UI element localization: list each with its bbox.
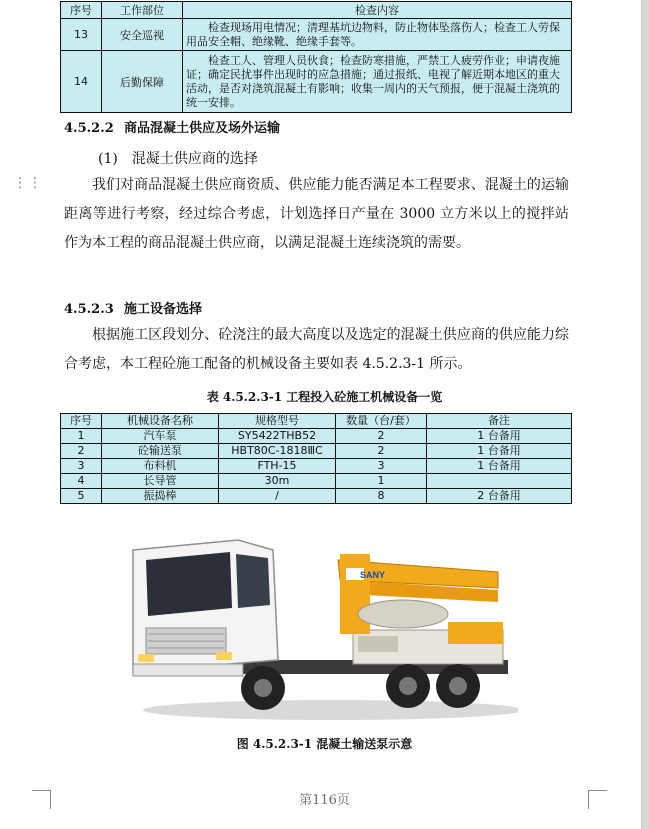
table-cell: 3 [336, 459, 427, 474]
table-cell: 1 [336, 474, 427, 489]
table-cell: FTH-15 [219, 459, 336, 474]
table-cell: SY5422THB52 [219, 429, 336, 444]
equipment-table [60, 413, 572, 504]
table-header-cell: 数量（台/套） [336, 414, 427, 429]
table-cell: 砼输送泵 [102, 444, 219, 459]
table-cell: 1 [61, 429, 102, 444]
table-row [61, 459, 572, 474]
sany-logo: SANY [360, 570, 386, 580]
table-cell: 14 [61, 51, 102, 113]
table-row [61, 19, 572, 51]
table-cell: 2 [61, 444, 102, 459]
table-header-cell: 备注 [427, 414, 572, 429]
subheading: (1) 混凝土供应商的选择 [98, 151, 258, 167]
table-cell: 检查现场用电情况；清理基坑边物料，防止物体坠落伤人；检查工人劳保用品安全帽、绝缘靴、绝缘手套等。 [183, 19, 572, 51]
section-number: 4.5.2.2 [64, 121, 114, 136]
table-header-cell: 序号 [61, 2, 102, 19]
table-header-cell: 检查内容 [183, 2, 572, 19]
table-cell: 13 [61, 19, 102, 51]
table-row [61, 489, 572, 504]
paragraph: 我们对商品混凝土供应商资质、供应能力能否满足本工程要求、混凝土的运输距离等进行考察，经过综合考虑，计划选择日产量在 3000 立方米以上的搅拌站作为本工程的商品混凝土供应商，以满足混凝土连续浇筑的需要。 [64, 177, 569, 251]
table-cell: 长导管 [102, 474, 219, 489]
table-cell: 汽车泵 [102, 429, 219, 444]
table-header-row [61, 414, 572, 429]
table-row [61, 444, 572, 459]
table-cell: 4 [61, 474, 102, 489]
table-cell: 1 台备用 [427, 459, 572, 474]
table-cell: 8 [336, 489, 427, 504]
paragraph: 根据施工区段划分、砼浇注的最大高度以及选定的混凝土供应商的供应能力综合考虑，本工程砼施工配备的机械设备主要如表 4.5.2.3-1 所示。 [64, 327, 569, 372]
concrete-pump-truck-image [118, 510, 518, 730]
table-header-cell: 规格型号 [219, 414, 336, 429]
table-cell: 布料机 [102, 459, 219, 474]
section-number: 4.5.2.3 [64, 302, 114, 317]
table-cell: 1 台备用 [427, 444, 572, 459]
table-cell: 安全巡视 [102, 19, 183, 51]
table-row [61, 474, 572, 489]
table-cell: 后勤保障 [102, 51, 183, 113]
table-cell: 5 [61, 489, 102, 504]
table-header-cell: 序号 [61, 414, 102, 429]
table-cell: 2 [336, 444, 427, 459]
drag-handle-icon[interactable]: ⋮⋮ [13, 175, 43, 191]
inspection-table [60, 1, 572, 113]
section-title: 施工设备选择 [124, 302, 203, 317]
section-heading-4523 [64, 298, 202, 317]
table-row [61, 429, 572, 444]
table-cell: 3 [61, 459, 102, 474]
table-row [61, 51, 572, 113]
table-cell: 2 [336, 429, 427, 444]
table-cell: 2 台备用 [427, 489, 572, 504]
right-scrollbar[interactable] [641, 0, 649, 829]
section-heading-4522 [64, 117, 280, 136]
table-header-row [61, 2, 572, 19]
table-cell: 检查工人、管理人员伙食；检查防寒措施，严禁工人疲劳作业；申请夜施证；确定民扰事件出现时的应急措施；通过报纸、电视了解近期本地区的重大活动，是否对浇筑混凝土有影响；收集一周内的天气预报，便于混凝土浇筑的统一安排。 [183, 51, 572, 113]
table-cell [427, 474, 572, 489]
table-cell: 1 台备用 [427, 429, 572, 444]
figure-caption: 图 4.5.2.3-1 混凝土输送泵示意 [236, 737, 413, 751]
table-header-cell: 工作部位 [102, 2, 183, 19]
table-cell: 30m [219, 474, 336, 489]
table-caption: 表 4.5.2.3-1 工程投入砼施工机械设备一览 [206, 390, 443, 404]
table-cell: HBT80C-1818ⅢC [219, 444, 336, 459]
table-cell: 振捣棒 [102, 489, 219, 504]
section-title: 商品混凝土供应及场外运输 [124, 121, 281, 136]
table-header-cell: 机械设备名称 [102, 414, 219, 429]
table-cell: / [219, 489, 336, 504]
page-number: 第116页 [299, 793, 350, 808]
